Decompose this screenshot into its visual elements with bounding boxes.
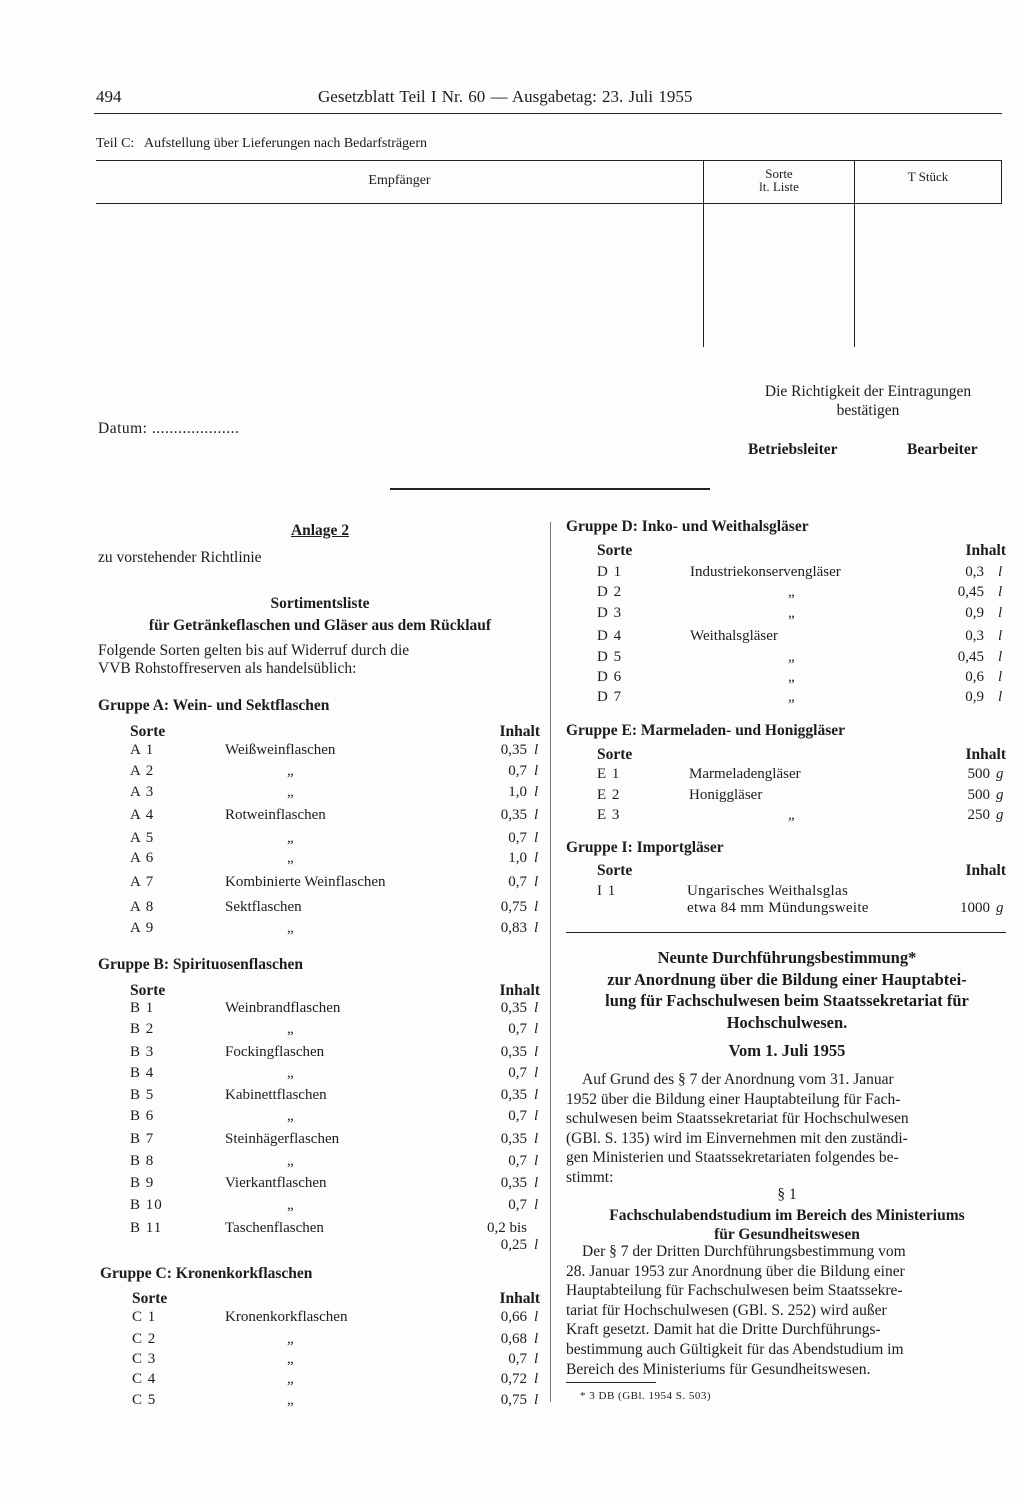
row-inhalt: 0,45	[957, 584, 984, 600]
row-inhalt: 1000	[960, 900, 990, 916]
ditto-mark: „	[788, 669, 795, 685]
decree-title	[562, 947, 1012, 1033]
row-inhalt: 0,35	[500, 1044, 527, 1060]
signature-bearbeiter: Bearbeiter	[907, 441, 978, 458]
row-inhalt: 0,7	[508, 874, 527, 890]
footnote: * 3 DB (GBl. 1954 S. 503)	[580, 1390, 712, 1402]
row-sorte: C 3	[132, 1351, 157, 1367]
table-header-sorte-main: Sorte	[765, 166, 793, 181]
row-sorte: B 11	[130, 1220, 163, 1236]
section-body-line: Bereich des Ministeriums für Gesundheitswesen.	[566, 1360, 871, 1378]
row-unit: l	[534, 1197, 539, 1213]
row-unit: l	[534, 1021, 539, 1037]
row-sorte: B 3	[130, 1044, 155, 1060]
group-title: Gruppe C: Kronenkorkflaschen	[100, 1265, 313, 1282]
row-unit: l	[534, 1351, 539, 1367]
row-unit: l	[998, 564, 1003, 580]
decree-intro-line: stimmt:	[566, 1168, 614, 1186]
row-unit: l	[998, 605, 1003, 621]
row-sorte: A 1	[130, 742, 155, 758]
row-name: Sektflaschen	[225, 899, 302, 915]
anlage-intro-line: VVB Rohstoffreserven als handelsüblich:	[98, 660, 357, 677]
row-name: Kombinierte Weinflaschen	[225, 874, 386, 890]
page-number: 494	[96, 87, 122, 106]
confirmation-line2: bestätigen	[836, 402, 900, 419]
row-name: Industriekonservengläser	[690, 564, 841, 580]
row-sorte: C 2	[132, 1331, 157, 1347]
ditto-mark: „	[287, 1197, 294, 1213]
row-name: etwa 84 mm Mündungsweite	[687, 900, 869, 916]
group-title: Gruppe B: Spirituosenflaschen	[98, 956, 303, 973]
row-unit: l	[534, 1175, 539, 1191]
row-name: Marmeladengläser	[689, 766, 801, 782]
row-unit: l	[534, 1131, 539, 1147]
row-sorte: D 1	[597, 564, 623, 580]
row-inhalt: 0,7	[508, 763, 527, 779]
anlage-intro	[98, 642, 538, 678]
row-inhalt: 0,9	[965, 689, 984, 705]
decree-intro-line: Auf Grund des § 7 der Anordnung vom 31. Januar	[582, 1071, 894, 1088]
group-title: Gruppe E: Marmeladen- und Honiggläser	[566, 722, 846, 739]
decree-intro-line: (GBl. S. 135) wird im Einvernehmen mit den zuständi-	[566, 1129, 908, 1147]
section-title-line: Fachschulabendstudium im Bereich des Ministeriums	[609, 1207, 965, 1224]
row-sorte: D 3	[597, 605, 623, 621]
group-title: Gruppe A: Wein- und Sektflaschen	[98, 697, 330, 714]
table-col-divider	[1001, 160, 1002, 204]
teil-c-caption	[96, 136, 427, 152]
header-rule	[94, 113, 1002, 114]
row-name: Fockingflaschen	[225, 1044, 325, 1060]
page-header-title: Gesetzblatt Teil I Nr. 60 — Ausgabetag: 23. Juli 1955	[318, 87, 693, 106]
row-inhalt: 0,35	[500, 1000, 527, 1016]
section-title-line: für Gesundheitswesen	[714, 1226, 860, 1243]
row-unit: l	[534, 1153, 539, 1169]
row-sorte: C 1	[132, 1309, 157, 1325]
section-body-line: 28. Januar 1953 zur Anordnung über die Bildung einer	[566, 1262, 905, 1280]
section-body	[566, 1242, 1006, 1379]
ditto-mark: „	[788, 689, 795, 705]
section-body-line: bestimmung auch Gültigkeit für das Abendstudium im	[566, 1340, 904, 1358]
table-header-stueck: T Stück	[907, 169, 949, 184]
ditto-mark: „	[287, 920, 294, 936]
row-inhalt: 500	[967, 766, 990, 782]
row-unit: l	[534, 920, 539, 936]
datum-field: Datum: ....................	[98, 420, 240, 437]
row-inhalt: 0,35	[500, 1175, 527, 1191]
sortiment-heading: Sortimentsliste	[270, 595, 370, 612]
col-header-sorte: Sorte	[597, 746, 633, 763]
row-name: Weißweinflaschen	[225, 742, 336, 758]
row-inhalt: 250	[967, 807, 990, 823]
table-col-divider	[854, 160, 855, 347]
row-sorte: D 6	[597, 669, 623, 685]
ditto-mark: „	[287, 1331, 294, 1347]
row-unit: l	[534, 1000, 539, 1016]
row-inhalt: 0,75	[500, 1392, 527, 1408]
table-top-rule	[96, 160, 1002, 161]
row-inhalt: 0,9	[965, 605, 984, 621]
row-inhalt: 0,66	[500, 1309, 527, 1325]
row-sorte: A 7	[130, 874, 155, 890]
row-name: Ungarisches Weithalsglas	[687, 883, 849, 899]
row-inhalt: 0,7	[508, 1021, 527, 1037]
row-inhalt: 500	[967, 787, 990, 803]
row-sorte: E 3	[597, 807, 621, 823]
anlage-title: Anlage 2	[290, 522, 350, 539]
teil-c-text: Aufstellung über Lieferungen nach Bedarfsträgern	[144, 136, 428, 151]
row-sorte: A 8	[130, 899, 155, 915]
row-sorte: A 6	[130, 850, 155, 866]
row-inhalt: 0,72	[500, 1371, 527, 1387]
row-unit: l	[534, 1371, 539, 1387]
col-header-inhalt: Inhalt	[965, 542, 1006, 559]
ditto-mark: „	[287, 784, 294, 800]
row-unit: l	[998, 669, 1003, 685]
row-name: Weinbrandflaschen	[225, 1000, 341, 1016]
row-inhalt: 0,3	[965, 564, 984, 580]
col-header-sorte: Sorte	[597, 862, 633, 879]
row-sorte: B 8	[130, 1153, 155, 1169]
row-name: Kabinettflaschen	[225, 1087, 327, 1103]
row-unit: l	[534, 1065, 539, 1081]
teil-c-part: Teil C:	[96, 136, 135, 151]
row-sorte: B 2	[130, 1021, 155, 1037]
row-unit: l	[534, 1108, 539, 1124]
row-unit: l	[534, 1309, 539, 1325]
row-sorte: B 10	[130, 1197, 163, 1213]
row-sorte: B 1	[130, 1000, 155, 1016]
footnote-rule	[566, 1382, 656, 1383]
decree-title-line: Neunte Durchführungsbestimmung*	[657, 948, 917, 967]
row-inhalt: 0,75	[500, 899, 527, 915]
row-sorte: A 5	[130, 830, 155, 846]
row-unit: l	[534, 830, 539, 846]
row-sorte: D 2	[597, 584, 623, 600]
ditto-mark: „	[287, 1351, 294, 1367]
row-name: Weithalsgläser	[690, 628, 778, 644]
row-unit: l	[998, 689, 1003, 705]
row-inhalt: 0,7	[508, 1197, 527, 1213]
row-sorte: D 7	[597, 689, 623, 705]
row-unit: g	[996, 900, 1004, 916]
row-inhalt: 0,7	[508, 830, 527, 846]
row-inhalt: 0,35	[500, 1131, 527, 1147]
confirmation-line1: Die Richtigkeit der Eintragungen	[764, 383, 972, 400]
row-inhalt: 0,25	[500, 1237, 527, 1253]
section-separator	[390, 488, 710, 490]
row-unit: l	[534, 850, 539, 866]
section-title	[562, 1206, 1012, 1244]
ditto-mark: „	[788, 649, 795, 665]
ditto-mark: „	[287, 763, 294, 779]
ditto-mark: „	[287, 1371, 294, 1387]
row-name: Rotweinflaschen	[225, 807, 326, 823]
row-inhalt: 1,0	[508, 850, 527, 866]
row-unit: l	[534, 742, 539, 758]
row-unit: l	[998, 584, 1003, 600]
row-sorte: E 1	[597, 766, 621, 782]
ditto-mark: „	[287, 1021, 294, 1037]
row-inhalt: 0,45	[957, 649, 984, 665]
col-header-sorte: Sorte	[130, 723, 166, 740]
row-sorte: D 4	[597, 628, 623, 644]
anlage-subtitle: zu vorstehender Richtlinie	[98, 549, 262, 566]
table-head-rule	[96, 203, 1002, 204]
row-unit: g	[996, 766, 1004, 782]
table-header-sorte	[704, 167, 854, 193]
row-sorte: B 7	[130, 1131, 155, 1147]
row-sorte: A 9	[130, 920, 155, 936]
sortiment-subheading: für Getränkeflaschen und Gläser aus dem Rücklauf	[148, 617, 492, 634]
row-sorte: A 3	[130, 784, 155, 800]
decree-date: Vom 1. Juli 1955	[728, 1041, 846, 1060]
col-header-inhalt: Inhalt	[499, 723, 540, 740]
ditto-mark: „	[788, 584, 795, 600]
ditto-mark: „	[788, 807, 795, 823]
ditto-mark: „	[287, 830, 294, 846]
row-unit: l	[534, 807, 539, 823]
row-inhalt: 0,6	[965, 669, 984, 685]
row-sorte: A 2	[130, 763, 155, 779]
decree-intro-line: schulwesen beim Staatssekretariat für Hochschulwesen	[566, 1110, 909, 1128]
decree-intro-line: gen Ministerien und Staatssekretariaten folgendes be-	[566, 1149, 899, 1167]
anlage-intro-line: Folgende Sorten gelten bis auf Widerruf durch die	[98, 642, 410, 659]
row-inhalt: 0,7	[508, 1153, 527, 1169]
row-unit: l	[998, 628, 1003, 644]
row-unit: g	[996, 807, 1004, 823]
decree-separator	[566, 932, 1006, 933]
col-header-sorte: Sorte	[132, 1290, 168, 1307]
row-sorte: A 4	[130, 807, 155, 823]
ditto-mark: „	[287, 1153, 294, 1169]
row-sorte: I 1	[597, 883, 617, 899]
row-inhalt: 0,35	[500, 742, 527, 758]
row-inhalt: 0,3	[965, 628, 984, 644]
row-name: Honiggläser	[689, 787, 763, 803]
row-unit: g	[996, 787, 1004, 803]
decree-title-line: zur Anordnung über die Bildung einer Hauptabtei-	[607, 969, 967, 989]
decree-title-line: lung für Fachschulwesen beim Staatssekretariat für	[605, 991, 969, 1010]
row-name: Vierkantflaschen	[225, 1175, 327, 1191]
col-header-inhalt: Inhalt	[499, 1290, 540, 1307]
row-inhalt: 0,35	[500, 807, 527, 823]
table-header-sorte-sub: lt. Liste	[759, 179, 799, 194]
group-title: Gruppe D: Inko- und Weithalsgläser	[566, 518, 809, 535]
group-title: Gruppe I: Importgläser	[566, 839, 724, 856]
row-unit: l	[534, 1087, 539, 1103]
col-header-sorte: Sorte	[597, 542, 633, 559]
col-header-sorte: Sorte	[130, 982, 166, 999]
row-name: Kronenkorkflaschen	[225, 1309, 348, 1325]
row-inhalt: 0,7	[508, 1108, 527, 1124]
decree-intro-line: 1952 über die Bildung einer Hauptabteilung für Fach-	[566, 1090, 901, 1108]
decree-title-line: Hochschulwesen.	[726, 1012, 848, 1032]
section-body-line: tariat für Hochschulwesen (GBl. S. 252) wird außer	[566, 1301, 887, 1319]
row-inhalt: 1,0	[508, 784, 527, 800]
row-sorte: C 4	[132, 1371, 157, 1387]
row-inhalt: 0,2 bis	[486, 1220, 527, 1236]
col-header-inhalt: Inhalt	[965, 862, 1006, 879]
row-sorte: B 4	[130, 1065, 155, 1081]
col-header-inhalt: Inhalt	[965, 746, 1006, 763]
row-unit: l	[534, 1044, 539, 1060]
row-unit: l	[534, 899, 539, 915]
row-name: Taschenflaschen	[225, 1220, 324, 1236]
row-unit: l	[534, 1392, 539, 1408]
row-name: Steinhägerflaschen	[225, 1131, 340, 1147]
row-sorte: B 6	[130, 1108, 155, 1124]
row-sorte: D 5	[597, 649, 623, 665]
row-unit: l	[534, 874, 539, 890]
row-sorte: E 2	[597, 787, 621, 803]
section-body-line: Hauptabteilung für Fachschulwesen beim Staatssekre-	[566, 1282, 903, 1300]
row-unit: l	[534, 784, 539, 800]
column-divider	[550, 522, 551, 1402]
ditto-mark: „	[788, 605, 795, 621]
ditto-mark: „	[287, 850, 294, 866]
section-body-line: Kraft gesetzt. Damit hat die Dritte Durchführungs-	[566, 1321, 881, 1339]
col-header-inhalt: Inhalt	[499, 982, 540, 999]
row-inhalt: 0,68	[500, 1331, 527, 1347]
row-inhalt: 0,35	[500, 1087, 527, 1103]
table-header-empfaenger: Empfänger	[368, 173, 431, 188]
row-inhalt: 0,7	[508, 1351, 527, 1367]
row-inhalt: 0,83	[500, 920, 527, 936]
decree-intro	[566, 1070, 1006, 1188]
row-unit: l	[998, 649, 1003, 665]
row-sorte: C 5	[132, 1392, 157, 1408]
row-unit: l	[534, 1331, 539, 1347]
ditto-mark: „	[287, 1108, 294, 1124]
ditto-mark: „	[287, 1065, 294, 1081]
section-number: § 1	[777, 1186, 797, 1203]
confirmation-text	[732, 382, 1004, 420]
row-inhalt: 0,7	[508, 1065, 527, 1081]
row-unit: l	[534, 763, 539, 779]
row-sorte: B 9	[130, 1175, 155, 1191]
row-sorte: B 5	[130, 1087, 155, 1103]
section-body-line: Der § 7 der Dritten Durchführungsbestimmung vom	[582, 1243, 906, 1260]
signature-betriebsleiter: Betriebsleiter	[748, 441, 838, 458]
ditto-mark: „	[287, 1392, 294, 1408]
row-unit: l	[534, 1237, 539, 1253]
